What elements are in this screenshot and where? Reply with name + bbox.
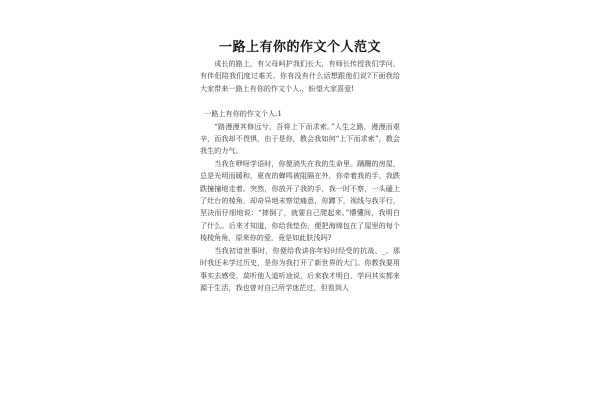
body-paragraph: 当我初谙世事时，你便给我讲你年轻时经受的抗战、_、那时我还未学过历史，是你为我打开了新世界的大门。你教我要用事实去感受，莫听他人道听途说，后来我才明白，学问其实都来源于生活，我也曾对自己所学迷茫过，但看到人 bbox=[200, 245, 400, 292]
section-heading: 一路上有你的作文个人.1 bbox=[204, 109, 282, 119]
intro-paragraph: 成长的路上，有父母呵护我们长大，有师长传授我们学问，有伴侣陪我们度过难关。你有没有什么话想跟他们说?下面我给大家带来一路上有你的作文个人.，盼望大家喜爱! bbox=[200, 59, 400, 93]
article-body bbox=[200, 58, 400, 294]
page-title: 一路上有你的作文个人范文 bbox=[218, 40, 381, 55]
body-paragraph: 当我在咿呀学语时，你便淌失在我的生命里。蹒跚的房屋，总是光明而暖和，夏夜的蝉鸣被阻隔在外，你牵着我的手，我跌跌撞撞地走着。突然，你放开了我的手，我一时不察，一头磕上了灶台的棱角，却奇异地未察觉痛意，你蹲下，视线与我平行，坚决而仔细地说：“摔倒了，就要自己爬起来。”懵懂间，我明白了什么。后来才知道，你给我垫伤，便把海绵包在了屋里的每个棱棱角角，原来你的爱，竟是如此肤浅吗? bbox=[200, 158, 400, 243]
body-paragraph: “路漫漫其修远兮，吾将上下而求索。”人生之路，漫漫而艰辛，而我却不畏惧，由于是你，教会我如何“上下而求索”，教会我生的力气。 bbox=[200, 121, 400, 156]
